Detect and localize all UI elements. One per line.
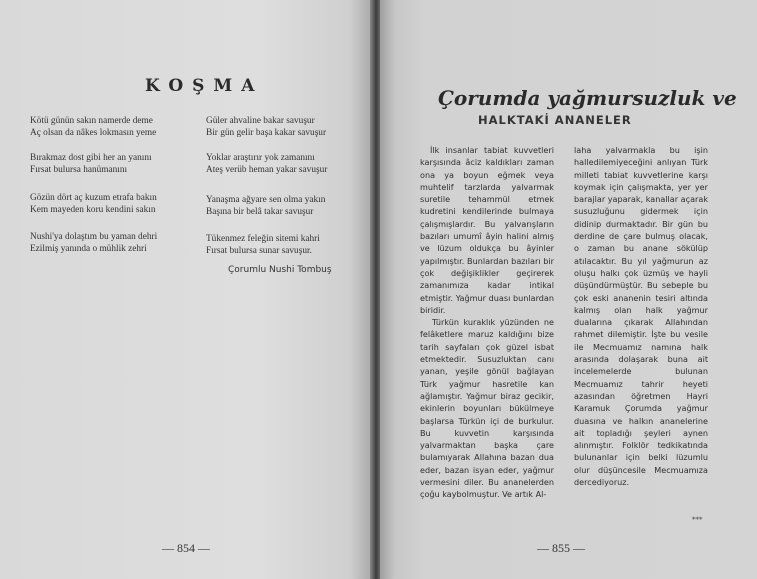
article-title: Çorumda yağmursuzluk ve bbox=[438, 86, 737, 110]
verse-line: Kötü günün sakın namerde deme bbox=[30, 116, 153, 126]
paragraph: Türkün kuraklık yüzünden ne felâketlere maruz kaldığını bize tarih sayfaları çok güzel isbat etmektedir. Susuzluktan canı yanan, yeşile gönül bağlayan Türk yağmur hasretile kan ağlamıştır. Yağmur biraz gecikir, ekinlerin boyunları bükülmeye başlarsa Türkün içi de burkulur. Bu kuvvetin karşısında yalvarmaktan başka çare bulamıyarak Allahına bazan dua eder, bazan isyan eder, yağmur vermesini diler. Bu ananelerden çoğu kaybolmuştur. Ve artık Al- bbox=[420, 317, 554, 500]
left-page bbox=[0, 0, 372, 579]
verse-left-3 bbox=[30, 192, 157, 216]
page-number-left: — 854 — bbox=[162, 541, 210, 555]
verse-line: Ezilmiş yanında o mühlik zehri bbox=[30, 244, 147, 254]
verse-right-3 bbox=[206, 194, 325, 218]
verse-line: Bir gün gelir başa kakar savuşur bbox=[206, 128, 327, 138]
page-number-right: — 855 — bbox=[537, 541, 585, 555]
verse-line: Başına bir belâ takar savuşur bbox=[206, 207, 314, 217]
verse-line: Nushi'ya dolaştım bu yaman dehri bbox=[30, 232, 158, 242]
verse-left-4 bbox=[30, 231, 157, 255]
verse-line: Fırsat bulursa sunar savuşur. bbox=[206, 246, 312, 256]
verse-line: Gözün dört aç kuzum etrafa bakın bbox=[30, 193, 157, 203]
right-page bbox=[380, 0, 757, 579]
verse-line: Ateş verüb heman yakar savuşur bbox=[206, 165, 328, 175]
verse-line: Kem mayeden koru kendini sakın bbox=[30, 205, 156, 215]
paragraph: laha yalvarmakla bu işin halledilemiyeceğini anlıyan Türk milleti tabiat kuvvetlerine karşı koymak için çalışmakta, yer yer barajlar yaparak, kanallar açarak susuzluğunu gidermek için didinip durmaktadır. Bir gün bu derdine de çare bulmuş olacak, o zaman bu anane sökülüp atılacaktır. Bu yıl yağmurun az oluşu halkı çok üzmüş ve hayli düşündürmüştür. Bu sebeple bu çok eski ananenin tesiri altında kalmış olan halk yağmur dualarına çıkarak Allahından rahmet dilemiştir. İşte bu vesile ile Mecmuamız namına halk arasında dolaşarak buna ait incelemelerde bulunan Mecmuamız tahrir heyeti azasından öğretmen Hayri Karamuk Çorumda yağmur duasına ve halkın ananelerine ait topladığı şeyleri aynen alınmıştır. Folklör tedkikatında bulunanlar için belki lüzumlu olur düşüncesile Mecmuamıza dercediyoruz. bbox=[574, 145, 709, 488]
article-column-2 bbox=[574, 144, 708, 488]
poem-heading: KOŞMA bbox=[145, 76, 264, 96]
poem-signature: Çorumlu Nushi Tombuş bbox=[228, 265, 332, 275]
verse-left-1 bbox=[30, 115, 156, 139]
verse-line: Aç olsan da nâkes lokmasın yeme bbox=[30, 128, 157, 138]
verse-line: Fırsat bulursa hanümanını bbox=[30, 165, 128, 175]
article-column-1 bbox=[420, 144, 554, 501]
verse-line: Tükenmez feleğin sitemi kahri bbox=[206, 234, 320, 244]
verse-left-2 bbox=[30, 152, 152, 176]
verse-line: Bırakmaz dost gibi her an yanını bbox=[30, 153, 152, 163]
verse-right-1 bbox=[206, 115, 326, 139]
verse-line: Yoklar araştırır yok zamanını bbox=[206, 153, 315, 163]
end-mark: *** bbox=[692, 516, 703, 524]
verse-line: Güler ahvaline bakar savuşur bbox=[206, 116, 315, 126]
article-subtitle: HALKTAKİ ANANELER bbox=[478, 113, 632, 127]
verse-right-2 bbox=[206, 152, 327, 176]
verse-right-4 bbox=[206, 233, 320, 257]
paragraph: İlk insanlar tabiat kuvvetleri karşısında âciz kaldıkları zaman ona ya boyun eğmek veya muhtelif tarzlarda yalvarmak suretile tehammül etmek kudretini kendilerinde bulmaya çalışmışlardır. Bu yalvarışların bazıları umumî âyin halini almış ve lüzum oldukça bu âyinler yapılmıştır. Bunlardan bazıları bir çok değişiklikler geçirerek zamanımıza kadar intikal etmiştir. Yağmur duası bunlardan biridir. bbox=[420, 145, 554, 315]
verse-line: Yanaşma ağyare sen olma yakın bbox=[206, 195, 326, 205]
